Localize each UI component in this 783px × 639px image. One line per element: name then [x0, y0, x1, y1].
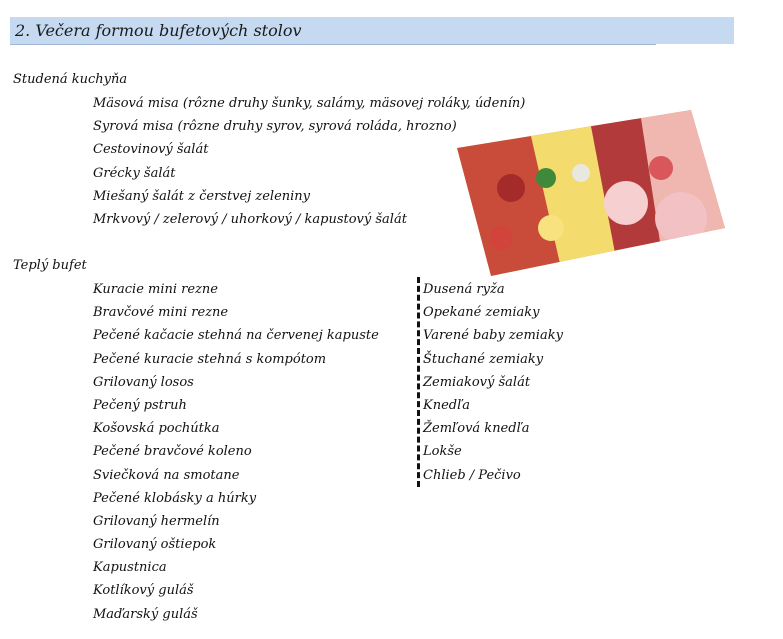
menu-item: Knedľa — [423, 397, 471, 413]
menu-item: Dusená ryža — [423, 282, 505, 297]
menu-item: Sviečková na smotane — [93, 467, 240, 483]
section-title: 2. Večera formou bufetových stolov — [15, 21, 302, 40]
menu-item: Pečené klobásky a húrky — [93, 490, 257, 506]
menu-item: Opekané zemiaky — [423, 305, 540, 321]
header-underline — [10, 44, 656, 45]
menu-item: Bravčové mini rezne — [93, 305, 229, 321]
menu-item: Varené baby zemiaky — [423, 328, 563, 344]
cold-platter-photo — [451, 108, 727, 278]
menu-item: Miešaný šalát z čerstvej zeleniny — [93, 188, 311, 204]
menu-item: Syrová misa (rôzne druhy syrov, syrová roláda, hrozno) — [93, 119, 457, 135]
menu-item: Košovská pochútka — [93, 421, 220, 437]
menu-item: Grilovaný losos — [93, 374, 194, 390]
menu-item: Cestovinový šalát — [93, 142, 209, 158]
menu-item: Chlieb / Pečivo — [423, 467, 521, 483]
column-divider — [417, 277, 420, 487]
menu-item: Kotlíkový guláš — [93, 583, 194, 599]
hot-buffet-heading: Teplý bufet — [13, 258, 87, 273]
menu-item: Pečené kuracie stehná s kompótom — [93, 351, 327, 367]
menu-item: Lokše — [423, 444, 462, 460]
hot-buffet-main-list — [93, 278, 379, 626]
hot-buffet-side-list — [423, 278, 563, 487]
menu-item: Štuchané zemiaky — [423, 351, 544, 367]
menu-item: Grilovaný hermelín — [93, 513, 220, 529]
menu-item: Maďarský guláš — [93, 606, 198, 622]
menu-item: Grilovaný oštiepok — [93, 537, 217, 553]
menu-item: Kuracie mini rezne — [93, 282, 218, 297]
menu-item: Pečené kačacie stehná na červenej kapuste — [93, 328, 379, 344]
menu-item: Pečené bravčové koleno — [93, 444, 252, 460]
menu-item: Zemiakový šalát — [423, 374, 531, 390]
menu-item: Kapustnica — [93, 560, 167, 576]
menu-item: Pečený pstruh — [93, 397, 187, 413]
cold-kitchen-heading: Studená kuchyňa — [13, 72, 128, 87]
menu-item: Grécky šalát — [93, 165, 176, 181]
menu-item: Mäsová misa (rôzne druhy šunky, salámy, mäsovej roláky, údenín) — [93, 96, 526, 111]
menu-item: Mrkvový / zelerový / uhorkový / kapustový šalát — [93, 211, 407, 227]
menu-item: Žemľová knedľa — [423, 421, 530, 437]
